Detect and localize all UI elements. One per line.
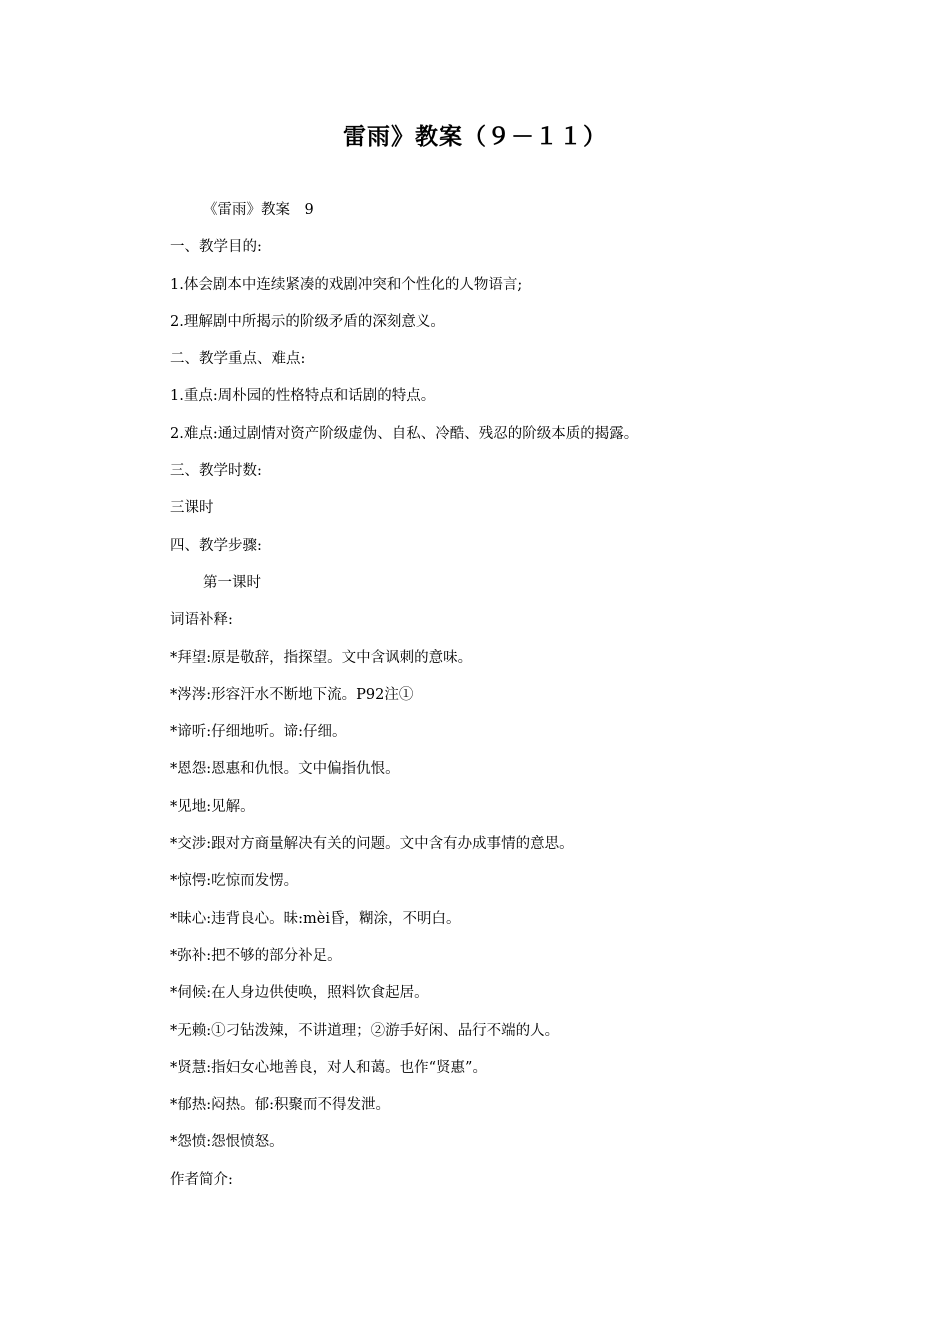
vocabulary-item: *拜望:原是敬辞，指探望。文中含讽刺的意味。	[170, 649, 473, 666]
vocabulary-item: *见地:见解。	[170, 798, 255, 815]
document-title: 雷雨》教案（９－１１）	[343, 124, 607, 150]
objective-item: 2.理解剧中所揭示的阶级矛盾的深刻意义。	[170, 313, 445, 330]
vocabulary-item: *惊愕:吃惊而发愣。	[170, 873, 299, 890]
vocabulary-item: *涔涔:形容汗水不断地下流。P92注①	[170, 686, 414, 703]
lesson-heading: 《雷雨》教案 9	[203, 202, 314, 218]
hours-text: 三课时	[170, 500, 214, 517]
vocabulary-heading: 词语补释:	[170, 612, 233, 629]
vocabulary-item: *弥补:把不够的部分补足。	[170, 947, 342, 964]
vocabulary-item: *郁热:闷热。郁:积聚而不得发泄。	[170, 1097, 391, 1114]
vocabulary-item: *伺候:在人身边供使唤，照料饮食起居。	[170, 985, 429, 1002]
section-heading-objectives: 一、教学目的:	[170, 239, 262, 256]
author-intro-heading: 作者简介:	[170, 1171, 233, 1188]
section-heading-key-points: 二、教学重点、难点:	[170, 351, 306, 368]
vocabulary-item: *谛听:仔细地听。谛:仔细。	[170, 724, 347, 741]
vocabulary-item: *怨愤:怨恨愤怒。	[170, 1134, 284, 1151]
key-point-item: 2.难点:通过剧情对资产阶级虚伪、自私、冷酷、残忍的阶级本质的揭露。	[170, 425, 639, 442]
vocabulary-item: *昧心:违背良心。昧:mèi昏，糊涂，不明白。	[170, 910, 461, 927]
vocabulary-item: *恩怨:恩惠和仇恨。文中偏指仇恨。	[170, 761, 400, 778]
section-heading-hours: 三、教学时数:	[170, 463, 262, 480]
lesson-period-heading: 第一课时	[203, 574, 261, 591]
document-body	[170, 199, 870, 1206]
vocabulary-item: *贤慧:指妇女心地善良，对人和蔼。也作“贤惠”。	[170, 1059, 487, 1076]
objective-item: 1.体会剧本中连续紧凑的戏剧冲突和个性化的人物语言;	[170, 276, 523, 293]
section-heading-steps: 四、教学步骤:	[170, 537, 262, 554]
vocabulary-item: *无赖:①刁钻泼辣，不讲道理；②游手好闲、品行不端的人。	[170, 1022, 560, 1039]
vocabulary-item: *交涉:跟对方商量解决有关的问题。文中含有办成事情的意思。	[170, 836, 574, 853]
key-point-item: 1.重点:周朴园的性格特点和话剧的特点。	[170, 388, 436, 405]
